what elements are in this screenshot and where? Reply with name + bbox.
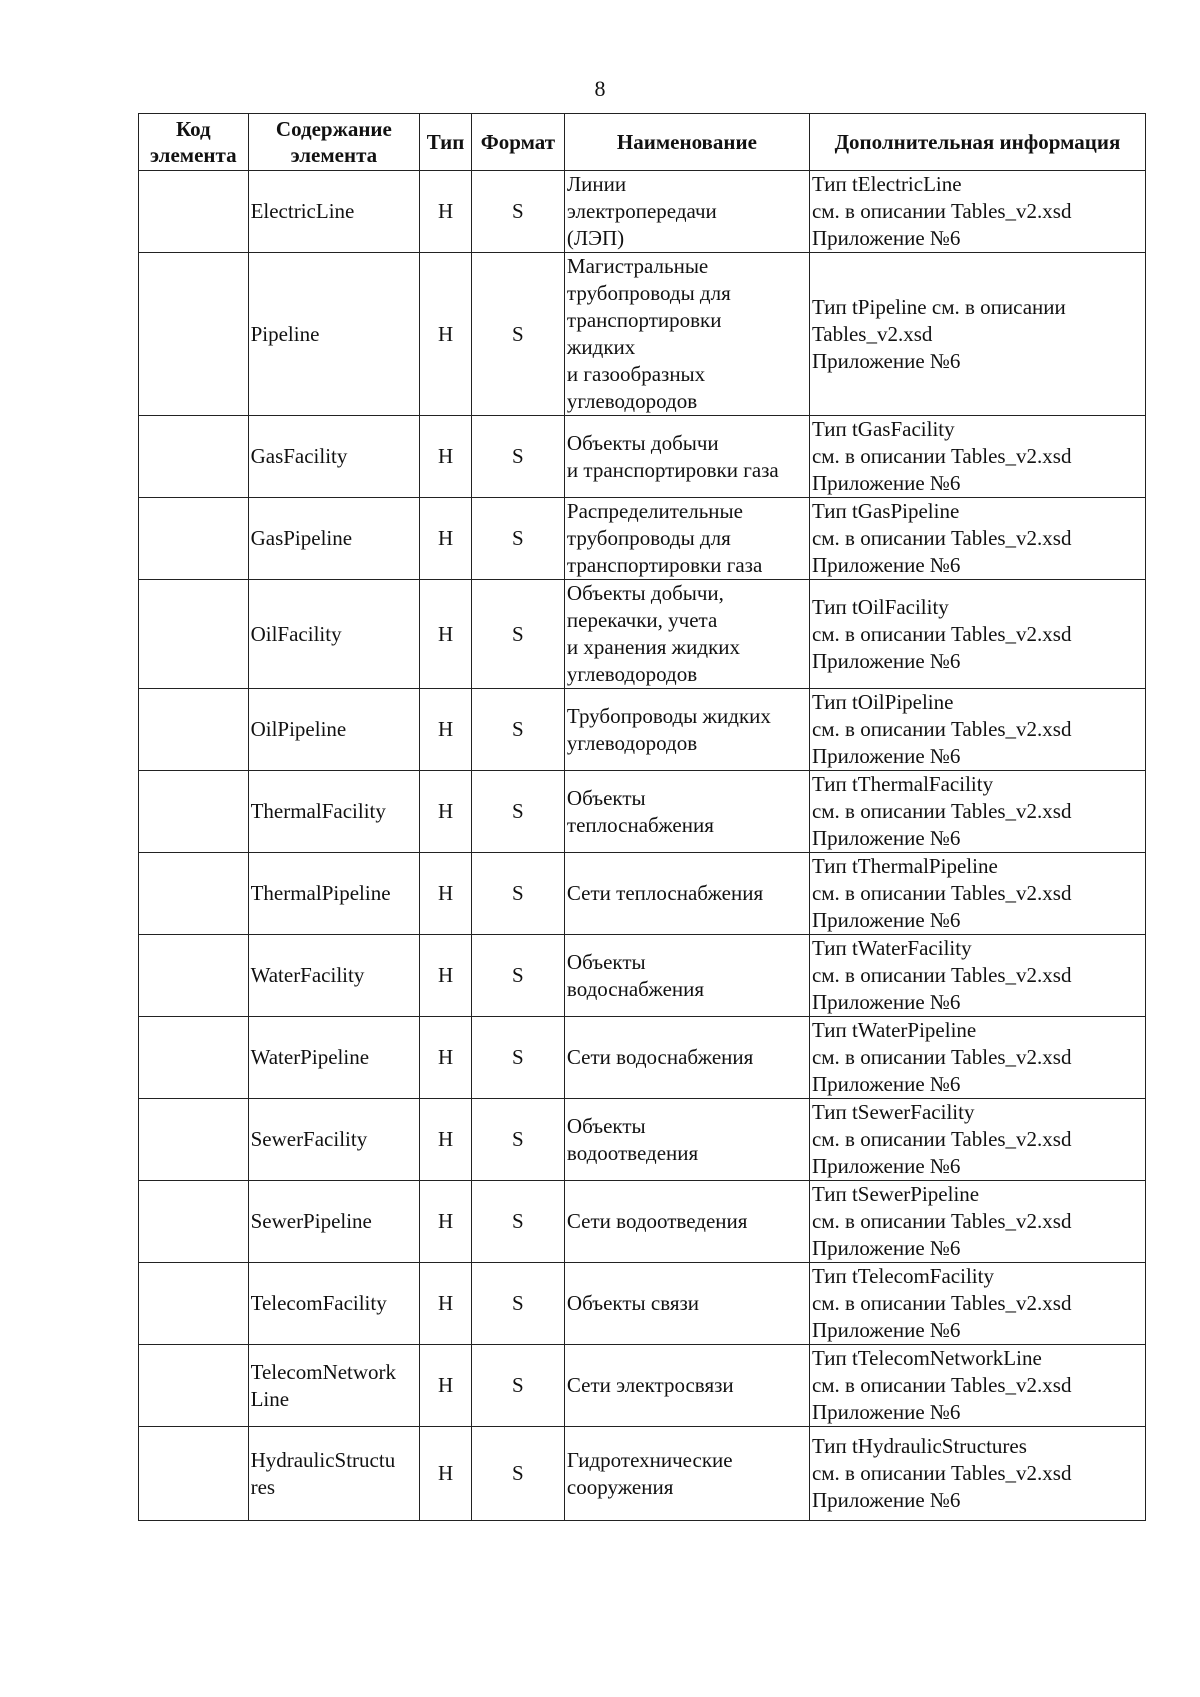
cell-content: WaterPipeline — [248, 1017, 420, 1099]
cell-content: ThermalFacility — [248, 771, 420, 853]
cell-info: Тип tGasPipeline см. в описании Tables_v2.xsd Приложение №6 — [809, 498, 1145, 580]
table-row — [139, 1427, 1146, 1521]
cell-name: Сети теплоснабжения — [564, 853, 809, 935]
header-content: Содержание элемента — [248, 114, 420, 171]
cell-code — [139, 935, 249, 1017]
cell-name: Линии электропередачи (ЛЭП) — [564, 171, 809, 253]
cell-code — [139, 1181, 249, 1263]
table-row — [139, 771, 1146, 853]
cell-name: Сети водоснабжения — [564, 1017, 809, 1099]
cell-info: Тип tSewerPipeline см. в описании Tables_v2.xsd Приложение №6 — [809, 1181, 1145, 1263]
cell-content: Pipeline — [248, 253, 420, 416]
cell-type: Н — [420, 498, 472, 580]
header-type: Тип — [420, 114, 472, 171]
cell-type: Н — [420, 416, 472, 498]
cell-format: S — [471, 1017, 564, 1099]
cell-content: HydraulicStructu res — [248, 1427, 420, 1521]
table-row — [139, 1345, 1146, 1427]
cell-name: Объекты связи — [564, 1263, 809, 1345]
cell-code — [139, 580, 249, 689]
cell-code — [139, 1427, 249, 1521]
table-row — [139, 498, 1146, 580]
cell-content: SewerFacility — [248, 1099, 420, 1181]
cell-info: Тип tThermalFacility см. в описании Tables_v2.xsd Приложение №6 — [809, 771, 1145, 853]
cell-format: S — [471, 253, 564, 416]
cell-format: S — [471, 416, 564, 498]
cell-type: Н — [420, 1099, 472, 1181]
cell-name: Объекты водоотведения — [564, 1099, 809, 1181]
table-row — [139, 580, 1146, 689]
cell-code — [139, 498, 249, 580]
cell-content: ThermalPipeline — [248, 853, 420, 935]
table-row — [139, 1099, 1146, 1181]
cell-format: S — [471, 1263, 564, 1345]
cell-info: Тип tTelecomNetworkLine см. в описании Tables_v2.xsd Приложение №6 — [809, 1345, 1145, 1427]
header-name: Наименование — [564, 114, 809, 171]
table-row — [139, 1181, 1146, 1263]
table-row — [139, 171, 1146, 253]
cell-name: Объекты теплоснабжения — [564, 771, 809, 853]
cell-code — [139, 253, 249, 416]
cell-code — [139, 771, 249, 853]
cell-code — [139, 689, 249, 771]
header-code: Код элемента — [139, 114, 249, 171]
cell-info: Тип tOilFacility см. в описании Tables_v2.xsd Приложение №6 — [809, 580, 1145, 689]
cell-name: Магистральные трубопроводы для транспортировки жидких и газообразных углеводородов — [564, 253, 809, 416]
cell-code — [139, 416, 249, 498]
cell-format: S — [471, 853, 564, 935]
cell-name: Объекты добычи и транспортировки газа — [564, 416, 809, 498]
table-body — [139, 171, 1146, 1521]
cell-name: Сети водоотведения — [564, 1181, 809, 1263]
cell-type: Н — [420, 935, 472, 1017]
cell-code — [139, 853, 249, 935]
cell-type: Н — [420, 1345, 472, 1427]
table-row — [139, 1263, 1146, 1345]
table-row — [139, 853, 1146, 935]
cell-content: WaterFacility — [248, 935, 420, 1017]
cell-content: ElectricLine — [248, 171, 420, 253]
cell-content: TelecomFacility — [248, 1263, 420, 1345]
cell-content: OilPipeline — [248, 689, 420, 771]
elements-table — [138, 113, 1146, 1521]
cell-name: Трубопроводы жидких углеводородов — [564, 689, 809, 771]
table-header-row — [139, 114, 1146, 171]
cell-code — [139, 1345, 249, 1427]
cell-info: Тип tTelecomFacility см. в описании Tables_v2.xsd Приложение №6 — [809, 1263, 1145, 1345]
table-row — [139, 253, 1146, 416]
cell-type: Н — [420, 580, 472, 689]
cell-type: Н — [420, 689, 472, 771]
cell-format: S — [471, 771, 564, 853]
cell-info: Тип tPipeline см. в описании Tables_v2.xsd Приложение №6 — [809, 253, 1145, 416]
cell-content: SewerPipeline — [248, 1181, 420, 1263]
cell-code — [139, 1017, 249, 1099]
cell-type: Н — [420, 1427, 472, 1521]
cell-content: TelecomNetwork Line — [248, 1345, 420, 1427]
cell-name: Объекты водоснабжения — [564, 935, 809, 1017]
cell-info: Тип tGasFacility см. в описании Tables_v2.xsd Приложение №6 — [809, 416, 1145, 498]
cell-type: Н — [420, 853, 472, 935]
cell-info: Тип tWaterPipeline см. в описании Tables_v2.xsd Приложение №6 — [809, 1017, 1145, 1099]
cell-format: S — [471, 171, 564, 253]
table-row — [139, 935, 1146, 1017]
page-number: 8 — [594, 76, 606, 101]
cell-format: S — [471, 1345, 564, 1427]
cell-content: GasPipeline — [248, 498, 420, 580]
cell-format: S — [471, 935, 564, 1017]
cell-content: OilFacility — [248, 580, 420, 689]
cell-code — [139, 1263, 249, 1345]
cell-content: GasFacility — [248, 416, 420, 498]
cell-info: Тип tWaterFacility см. в описании Tables_v2.xsd Приложение №6 — [809, 935, 1145, 1017]
cell-type: Н — [420, 1017, 472, 1099]
cell-type: Н — [420, 1263, 472, 1345]
cell-format: S — [471, 689, 564, 771]
table-row — [139, 1017, 1146, 1099]
cell-format: S — [471, 580, 564, 689]
cell-format: S — [471, 1427, 564, 1521]
cell-code — [139, 171, 249, 253]
cell-type: Н — [420, 171, 472, 253]
cell-name: Объекты добычи, перекачки, учета и хранения жидких углеводородов — [564, 580, 809, 689]
cell-format: S — [471, 498, 564, 580]
cell-type: Н — [420, 771, 472, 853]
table-row — [139, 689, 1146, 771]
cell-format: S — [471, 1181, 564, 1263]
cell-info: Тип tOilPipeline см. в описании Tables_v2.xsd Приложение №6 — [809, 689, 1145, 771]
cell-format: S — [471, 1099, 564, 1181]
cell-code — [139, 1099, 249, 1181]
cell-name: Распределительные трубопроводы для транспортировки газа — [564, 498, 809, 580]
header-format: Формат — [471, 114, 564, 171]
cell-type: Н — [420, 1181, 472, 1263]
table-row — [139, 416, 1146, 498]
cell-info: Тип tSewerFacility см. в описании Tables_v2.xsd Приложение №6 — [809, 1099, 1145, 1181]
cell-info: Тип tThermalPipeline см. в описании Tables_v2.xsd Приложение №6 — [809, 853, 1145, 935]
cell-info: Тип tElectricLine см. в описании Tables_v2.xsd Приложение №6 — [809, 171, 1145, 253]
cell-info: Тип tHydraulicStructures см. в описании Tables_v2.xsd Приложение №6 — [809, 1427, 1145, 1521]
cell-name: Гидротехнические сооружения — [564, 1427, 809, 1521]
cell-type: Н — [420, 253, 472, 416]
header-info: Дополнительная информация — [809, 114, 1145, 171]
cell-name: Сети электросвязи — [564, 1345, 809, 1427]
